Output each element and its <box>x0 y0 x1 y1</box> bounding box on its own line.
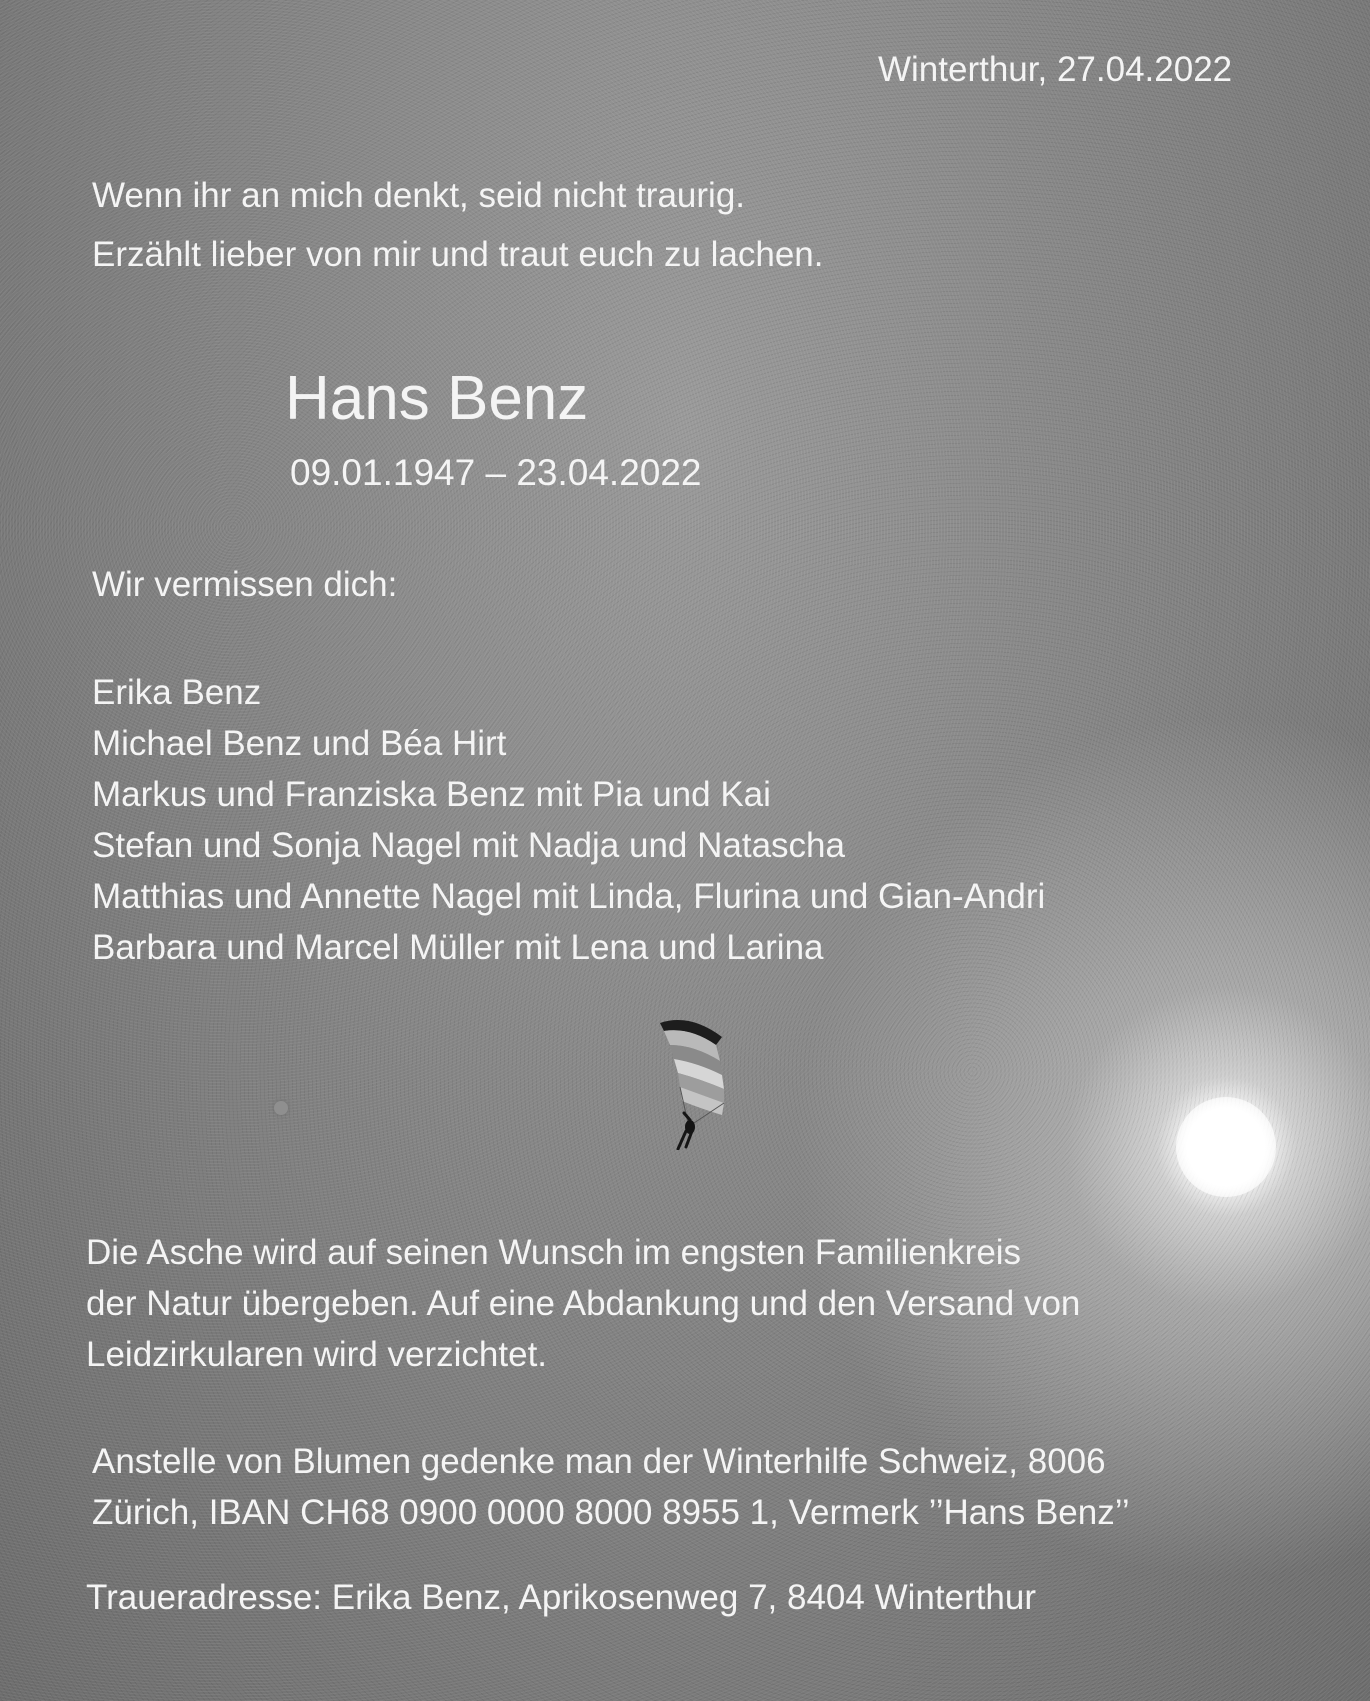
mourner-entry: Michael Benz und Béa Hirt <box>92 724 507 763</box>
donation-line: Anstelle von Blumen gedenke man der Winterhilfe Schweiz, 8006 <box>92 1442 1106 1481</box>
sun-icon <box>1176 1097 1276 1197</box>
donation-notice <box>92 1436 1130 1538</box>
mourning-address: Traueradresse: Erika Benz, Aprikosenweg 7, 8404 Winterthur <box>86 1578 1037 1617</box>
ashes-line: Die Asche wird auf seinen Wunsch im engsten Familienkreis <box>86 1233 1022 1272</box>
mourners-intro: Wir vermissen dich: <box>92 565 398 604</box>
place-date: Winterthur, 27.04.2022 <box>878 50 1233 89</box>
life-dates: 09.01.1947 – 23.04.2022 <box>290 452 702 493</box>
deceased-name: Hans Benz <box>285 364 589 433</box>
mourner-entry: Matthias und Annette Nagel mit Linda, Flurina und Gian-Andri <box>92 877 1046 916</box>
ashes-line: der Natur übergeben. Auf eine Abdankung und den Versand von <box>86 1284 1081 1323</box>
mourner-entry: Erika Benz <box>92 673 262 712</box>
quote-line: Wenn ihr an mich denkt, seid nicht traurig. <box>92 176 746 215</box>
memorial-quote <box>92 166 824 284</box>
quote-line: Erzählt lieber von mir und traut euch zu lachen. <box>92 235 824 274</box>
parachute-icon <box>650 1015 740 1150</box>
ashes-line: Leidzirkularen wird verzichtet. <box>86 1335 548 1374</box>
mourner-entry: Markus und Franziska Benz mit Pia und Kai <box>92 775 771 814</box>
mourner-entry: Barbara und Marcel Müller mit Lena und Larina <box>92 928 824 967</box>
moon-dot-icon <box>274 1101 288 1115</box>
donation-line: Zürich, IBAN CH68 0900 0000 8000 8955 1, Vermerk ’’Hans Benz’’ <box>92 1493 1130 1532</box>
ashes-notice <box>86 1227 1080 1380</box>
mourners-list <box>92 667 1045 973</box>
mourner-entry: Stefan und Sonja Nagel mit Nadja und Natascha <box>92 826 845 865</box>
